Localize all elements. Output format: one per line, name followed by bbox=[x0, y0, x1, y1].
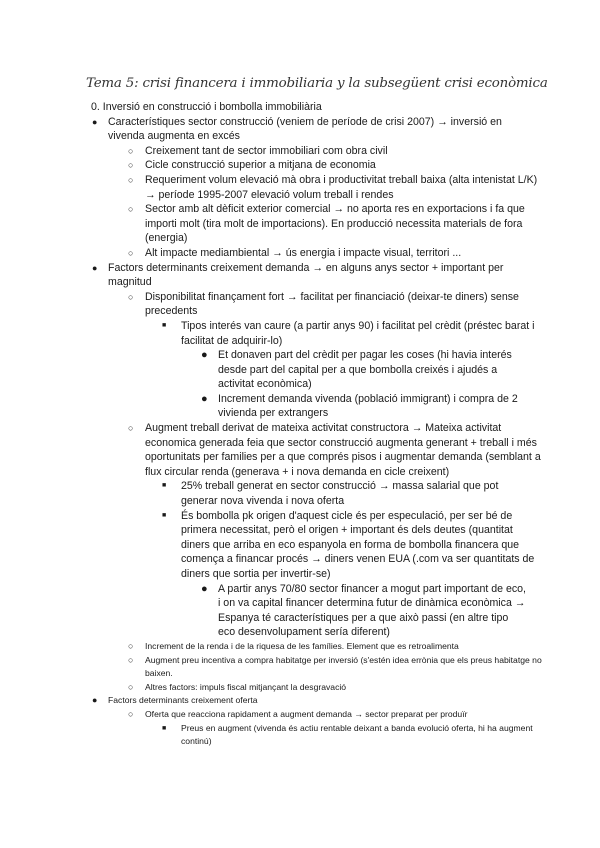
bullet-circle-icon: ○ bbox=[128, 291, 134, 302]
bullet-disc-icon: ● bbox=[92, 116, 98, 127]
list-item: ○ Alt impacte mediambiental → ús energia i impacte visual, territori ... bbox=[128, 246, 462, 259]
bullet-circle-icon: ○ bbox=[128, 174, 134, 185]
section-heading: 0. Inversió en construcció i bombolla immobiliària bbox=[91, 101, 322, 113]
bullet-disc-icon: ● bbox=[92, 695, 98, 706]
list-item: ○ Cicle construcció superior a mitjana de economia bbox=[128, 159, 376, 172]
bullet-circle-icon: ○ bbox=[128, 681, 134, 692]
list-item: ● Factors determinants creixement oferta bbox=[0, 694, 600, 708]
list-item: ● Et donaven part del crèdit per pagar les coses (hi havia interés desde part del capital per a que bombolla creixés i ajudés a activitat econòmica) bbox=[201, 349, 512, 391]
list-item: ● Increment demanda vivenda (població immigrant) i compra de 2 vivienda per extrangers bbox=[201, 392, 518, 420]
list-item: ■ 25% treball generat en sector construcció → massa salarial que pot generar nova vivenda i nova oferta bbox=[162, 480, 499, 508]
list-item: ● A partir anys 70/80 sector financer a mogut part important de eco, i on va capital financer determina futur de dinàmica econòmica → Espanya té característiques per a que això passi (en altre tipo eco desenvolupament sería diferent) bbox=[201, 582, 526, 639]
list-item: ○ Creixement tant de sector immobiliari com obra civil bbox=[128, 144, 388, 157]
list-item: ● Característiques sector construcció (veniem de període de crisi 2007) → inversió en vivenda augmenta en excés bbox=[92, 115, 502, 143]
bullet-circle-icon: ○ bbox=[128, 423, 134, 434]
list-item: ○ Altres factors: impuls fiscal mitjançant la desgravació bbox=[0, 681, 600, 695]
bullet-dot-icon: ● bbox=[201, 392, 208, 405]
bullet-square-icon: ■ bbox=[162, 511, 167, 519]
bullet-circle-icon: ○ bbox=[128, 204, 134, 215]
bullet-square-icon: ■ bbox=[162, 482, 167, 490]
list-item: ■ Preus en augment (vivenda és actiu rentable deixant a banda evolució oferta, hi ha augment continú) bbox=[162, 722, 533, 747]
list-item: ○ Augment preu incentiva a compra habitatge per inversió (s'estén idea errònia que els preus habitatge no baixen. bbox=[128, 654, 542, 679]
list-item: ○ Oferta que reacciona rapidament a augment demanda → sector preparat per produïr bbox=[0, 708, 600, 722]
bullet-circle-icon: ○ bbox=[128, 145, 134, 156]
list-item: ● Factors determinants creixement demanda → en alguns anys sector + important per magnitud bbox=[92, 261, 504, 289]
bullet-dot-icon: ● bbox=[201, 582, 208, 595]
list-item: ○ Augment treball derivat de mateixa activitat constructora → Mateixa activitat economica generada feia que sector construcció augmenta generant + treball i més oportunitats per families per a que comprés pisos i augmentar demanda (semblant a flux circular renda (generava + i nova demanda en cicle creixent) bbox=[128, 422, 541, 478]
document-title: Tema 5: crisi financera i immobiliaria y la subsegüent crisi econòmica bbox=[86, 76, 548, 91]
list-item: ■ Tipos interés van caure (a partir anys 90) i facilitat pel crèdit (préstec barat i facilitat de adquirir-lo) bbox=[162, 319, 535, 347]
bullet-dot-icon: ● bbox=[201, 349, 208, 362]
document-body bbox=[0, 100, 600, 749]
bullet-circle-icon: ○ bbox=[128, 160, 134, 171]
bullet-circle-icon: ○ bbox=[128, 640, 134, 651]
list-item: ○ Disponibilitat finançament fort → facilitat per financiació (deixar-te diners) sense precedents bbox=[128, 290, 519, 318]
bullet-square-icon: ■ bbox=[162, 321, 167, 329]
bullet-circle-icon: ○ bbox=[128, 247, 134, 258]
list-item: ○ Requeriment volum elevació mà obra i productivitat treball baixa (alta intenistat L/K) → període 1995-2007 elevació volum treball i rendes bbox=[128, 173, 538, 201]
bullet-circle-icon: ○ bbox=[128, 708, 134, 719]
list-item: ○ Increment de la renda i de la riquesa de les famílies. Element que es retroalimenta bbox=[0, 640, 600, 654]
bullet-square-icon: ■ bbox=[162, 724, 167, 732]
list-item: ■ És bombolla pk origen d'aquest cicle és per especulació, per ser bé de primera necessitat, però el origen + important és dels deutes (quantitat diners que arriba en eco espanyola en forma de bombolla financera que comença a financar procés → diners venen EUA (.com va ser quantitats de diners que sortia per invertir-se) bbox=[162, 509, 535, 580]
bullet-disc-icon: ● bbox=[92, 262, 98, 273]
list-item: ○ Sector amb alt dèficit exterior comercial → no aporta res en exportacions i fa que importi molt (tira molt de importacions). En producció necessita materials de fora (energia) bbox=[128, 203, 525, 245]
bullet-circle-icon: ○ bbox=[128, 654, 134, 665]
